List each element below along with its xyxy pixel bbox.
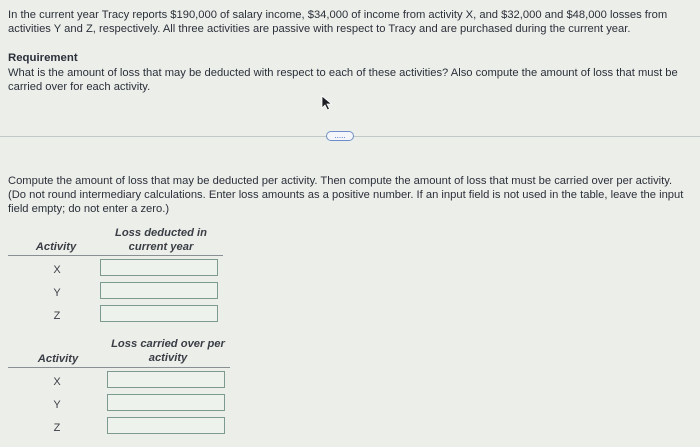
requirement-text: What is the amount of loss that may be deducted with respect to each of these activities? Also compute the amount of loss that must be carried over for each activity. <box>8 67 678 93</box>
deducted-activity-header: Activity <box>35 241 77 253</box>
deducted-row-y-label: Y <box>53 287 61 299</box>
carried-z-input[interactable] <box>107 417 225 434</box>
deducted-row-z-label: Z <box>53 310 61 322</box>
deducted-z-input[interactable] <box>100 305 218 322</box>
deducted-value-header: Loss deducted in current year <box>115 227 207 253</box>
carried-value-header: Loss carried over per activity <box>111 338 225 364</box>
problem-statement: In the current year Tracy reports $190,000 of salary income, $34,000 of income from activity X, and $32,000 and $48,000 losses from activities Y and Z, respectively. All three activities are passive with respect to Tracy and are purchased during the current year. <box>8 9 668 35</box>
deducted-header-rule <box>8 255 223 256</box>
carried-activity-header: Activity <box>37 353 79 365</box>
carried-x-input[interactable] <box>107 371 225 388</box>
carried-header-rule <box>8 367 230 368</box>
carried-row-z-label: Z <box>53 422 61 434</box>
carried-y-input[interactable] <box>107 394 225 411</box>
requirement-title: Requirement <box>8 52 78 64</box>
deducted-row-x-label: X <box>53 264 61 276</box>
deducted-y-input[interactable] <box>100 282 218 299</box>
carried-row-x-label: X <box>53 376 61 388</box>
carried-row-y-label: Y <box>53 399 61 411</box>
instructions-text: Compute the amount of loss that may be deducted per activity. Then compute the amount of loss that must be carried over per activity. (Do not round intermediary calculations. Enter loss amounts as a positive number. If an input field is not used in the table, leave the input field empty; do not enter a zero.) <box>8 175 684 215</box>
mouse-pointer-icon <box>321 95 333 111</box>
expand-button[interactable]: ..... <box>326 131 354 141</box>
deducted-x-input[interactable] <box>100 259 218 276</box>
